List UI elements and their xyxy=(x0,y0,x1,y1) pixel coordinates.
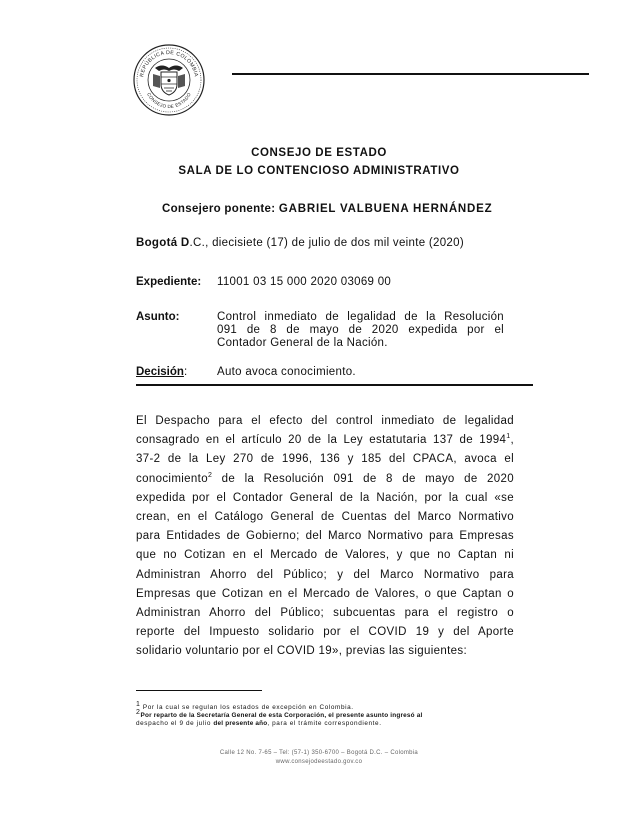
footnote-rule xyxy=(136,690,262,691)
body-line: conocimiento$^2$ de la Resolución 091 de 8 de mayo de 2020 xyxy=(136,471,514,485)
header-rule xyxy=(232,73,589,75)
body-paragraph xyxy=(136,412,514,662)
body-line: solidario voluntario por el COVID 19», previas las siguientes: xyxy=(136,645,468,658)
court-title: CONSEJO DE ESTADO xyxy=(251,147,387,159)
ponente-name: GABRIEL VALBUENA HERNÁNDEZ xyxy=(278,203,493,215)
footer-address: Calle 12 No. 7-65 – Tel: (57-1) 350-6700 – Bogotá D.C. – Colombia xyxy=(219,750,419,756)
expediente-label: Expediente: xyxy=(136,276,202,288)
decision-label: Decisión: xyxy=(136,366,188,378)
body-line: Empresas que Cotizan en el Mercado de Valores, o que Captan o xyxy=(136,587,514,600)
body-line: reporte del Impuesto solidario por el COVID 19 y del Aporte xyxy=(136,626,514,639)
svg-text:CONSEJO DE ESTADO: CONSEJO DE ESTADO xyxy=(146,91,192,110)
date-text: .C., diecisiete (17) de julio de dos mil veinte (2020) xyxy=(189,237,464,249)
body-line: Administran Ahorro del Público; subcuentas para el registro o xyxy=(136,607,514,620)
body-line: El Despacho para el efecto del control inmediato de legalidad xyxy=(136,415,514,427)
footnote-1: $^1$ Por la cual se regulan los estados de excepción en Colombia. xyxy=(136,700,354,711)
asunto-value xyxy=(217,311,504,350)
footnote-ref-2: 2 xyxy=(207,471,213,479)
body-line: para Entidades de Gobierno; del Marco Normativo para Empresas xyxy=(136,530,514,543)
asunto-label: Asunto: xyxy=(136,311,180,323)
decision-value: Auto avoca conocimiento. xyxy=(217,366,356,378)
svg-text:REPÚBLICA DE COLOMBIA: REPÚBLICA DE COLOMBIA xyxy=(139,49,199,78)
chamber-title: SALA DE LO CONTENCIOSO ADMINISTRATIVO xyxy=(178,165,460,177)
ponente-label: Consejero ponente: xyxy=(162,203,276,215)
body-line: expedida por el Contador General de la Nación, por la cual «se xyxy=(136,491,514,504)
date-city: Bogotá D xyxy=(136,237,190,249)
body-line: consagrado en el artículo 20 de la Ley estatutaria 137 de 1994$^1$, xyxy=(136,433,514,447)
body-line: 37-2 de la Ley 270 de 1996, 136 y 185 del CPACA, avoca el xyxy=(136,453,514,466)
asunto-line: Contador General de la Nación. xyxy=(217,337,388,349)
footnote-2: $^2$Por reparto de la Secretaría General de esta Corporación, el presente asunto ingresó al despacho el 9 de julio del presente año, para el trámite correspondiente. xyxy=(136,708,423,727)
ponente-line xyxy=(162,203,492,215)
date-line xyxy=(136,237,464,249)
consejo-de-estado-seal xyxy=(133,44,205,116)
body-line: que no Cotizan en el Mercado de Valores, y que no Captan ni xyxy=(136,549,514,562)
footnote-ref-1: 1 xyxy=(506,433,511,441)
decision-rule xyxy=(136,384,533,386)
body-line: Administran Ahorro del Público; y del Marco Normativo para xyxy=(136,568,514,581)
expediente-value: 11001 03 15 000 2020 03069 00 xyxy=(217,276,392,288)
footer-website: www.consejodeestado.gov.co xyxy=(275,759,363,765)
asunto-line: Control inmediato de legalidad de la Resolución xyxy=(217,311,504,323)
body-line: crean, en el Catálogo General de Cuentas del Marco Normativo xyxy=(136,511,514,524)
asunto-line: 091 de 8 de mayo de 2020 expedida por el xyxy=(217,324,504,336)
